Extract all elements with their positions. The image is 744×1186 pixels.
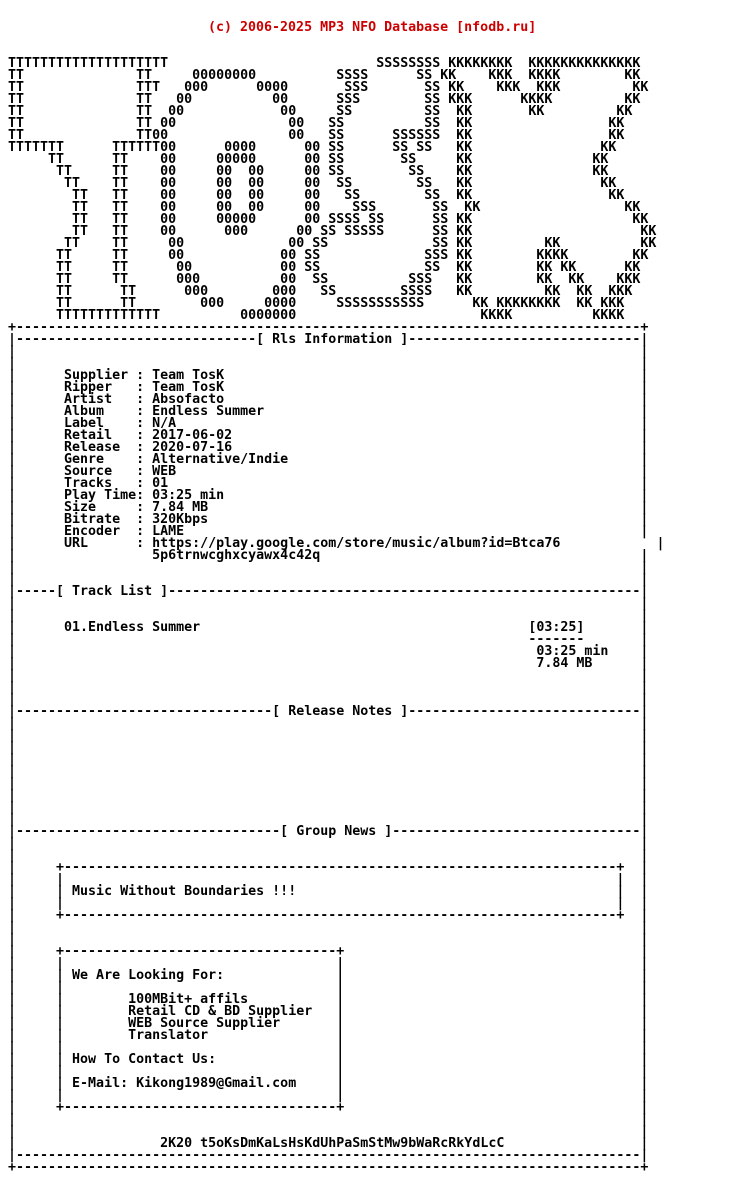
nfo-line: | | bbox=[8, 800, 649, 815]
nfo-line: | | bbox=[8, 344, 649, 359]
nfo-line: | | Music Without Boundaries !!! | | bbox=[8, 884, 649, 899]
nfo-line: TT TT 00 00 SS SS KK KK KK bbox=[8, 236, 657, 251]
nfo-line: | | bbox=[8, 776, 649, 791]
nfo-line: | | | | bbox=[8, 980, 649, 995]
nfo-line: | | | | bbox=[8, 956, 649, 971]
nfo-line: | | bbox=[8, 596, 649, 611]
nfo-line: | Release : 2020-07-16 | bbox=[8, 440, 649, 455]
nfo-line: | | bbox=[8, 812, 649, 827]
nfo-line: | Tracks : 01 | bbox=[8, 476, 649, 491]
nfo-line: | | bbox=[8, 788, 649, 803]
nfo-line: TT TT 00 00 00 00 SSS SS KK KK bbox=[8, 200, 641, 215]
nfo-line: | | bbox=[8, 848, 649, 863]
nfo-line: |------------------------------------------------------------------------------| bbox=[8, 1148, 649, 1163]
nfo-line: | | bbox=[8, 680, 649, 695]
nfo-line: |---------------------------------[ Group News ]-------------------------------| bbox=[8, 824, 649, 839]
nfo-viewer bbox=[8, 0, 664, 1186]
nfo-line: | | 100MBit+ affils | | bbox=[8, 992, 649, 1007]
nfo-line: TT TT 00 00 00 00 SS SS KK KK bbox=[8, 176, 617, 191]
nfo-line: | | bbox=[8, 764, 649, 779]
nfo-line: |------------------------------[ Rls Information ]-----------------------------| bbox=[8, 332, 649, 347]
nfo-line: | | bbox=[8, 932, 649, 947]
nfo-line: | Genre : Alternative/Indie | bbox=[8, 452, 649, 467]
nfo-line: | Play Time: 03:25 min | bbox=[8, 488, 649, 503]
nfo-line: | +---------------------------------------------------------------------+ | bbox=[8, 860, 649, 875]
nfo-line: +------------------------------------------------------------------------------+ bbox=[8, 320, 649, 335]
nfo-line: TTTTTTTTTTTTT 0000000 KKKK KKKK bbox=[8, 308, 625, 323]
nfo-line: | Size : 7.84 MB | bbox=[8, 500, 649, 515]
nfo-line: TT TT 00 00 SSS SS KKK KKKK KK bbox=[8, 92, 641, 107]
nfo-line: | 7.84 MB | bbox=[8, 656, 649, 671]
nfo-line: | | | | bbox=[8, 1088, 649, 1103]
nfo-line: | Label : N/A | bbox=[8, 416, 649, 431]
nfo-line: | | bbox=[8, 692, 649, 707]
nfo-line: | | bbox=[8, 608, 649, 623]
nfo-line: | 01.Endless Summer [03:25] | bbox=[8, 620, 649, 635]
nfo-line: |-----[ Track List ]-----------------------------------------------------------| bbox=[8, 584, 649, 599]
nfo-line: | | bbox=[8, 728, 649, 743]
nfo-line: | | bbox=[8, 668, 649, 683]
nfo-line: | | bbox=[8, 836, 649, 851]
nfo-line: | Ripper : Team TosK | bbox=[8, 380, 649, 395]
nfo-line: | | Translator | | bbox=[8, 1028, 649, 1043]
nfo-line: | 2K20 t5oKsDmKaLsHsKdUhPaSmStMw9bWaRcRkYdLcC | bbox=[8, 1136, 649, 1151]
nfo-line: |--------------------------------[ Release Notes ]-----------------------------| bbox=[8, 704, 649, 719]
nfo-line: TT TT 00 00 SS SS KK KK KK KK bbox=[8, 260, 641, 275]
nfo-line: TT TT 000 000 SS SSSS KK KK KK KKK bbox=[8, 284, 633, 299]
nfo-line: | | | | bbox=[8, 1040, 649, 1055]
nfo-line: | 03:25 min | bbox=[8, 644, 649, 659]
nfo-line: | | WEB Source Supplier | | bbox=[8, 1016, 649, 1031]
nfo-line: | +----------------------------------+ | bbox=[8, 944, 649, 959]
nfo-line: | | bbox=[8, 1124, 649, 1139]
nfo-line: TT TT 00 00 00 00 SS SS KK KK bbox=[8, 188, 625, 203]
nfo-line: TT TT 00 00 SS SSS KK KKKK KK bbox=[8, 248, 649, 263]
nfo-line: | Supplier : Team TosK | bbox=[8, 368, 649, 383]
nfo-line: TT TT00 00 SS SSSSSS KK KK bbox=[8, 128, 625, 143]
nfo-line: | Bitrate : 320Kbps | bbox=[8, 512, 649, 527]
nfo-line: | 5p6trnwcghxcyawx4c42q | bbox=[8, 548, 649, 563]
nfo-line: | | | | bbox=[8, 896, 649, 911]
nfo-line: | | | | bbox=[8, 1064, 649, 1079]
nfodb-copyright-header: (c) 2006-2025 MP3 NFO Database [nfodb.ru] bbox=[208, 20, 537, 35]
nfo-line: | | bbox=[8, 740, 649, 755]
nfo-line: | | We Are Looking For: | | bbox=[8, 968, 649, 983]
nfo-line: | +----------------------------------+ | bbox=[8, 1100, 649, 1115]
nfo-line: | | bbox=[8, 752, 649, 767]
nfo-line: | +---------------------------------------------------------------------+ | bbox=[8, 908, 649, 923]
nfo-line: | | | | bbox=[8, 872, 649, 887]
nfo-line: | | How To Contact Us: | | bbox=[8, 1052, 649, 1067]
nfo-line: | | E-Mail: Kikong1989@Gmail.com | | bbox=[8, 1076, 649, 1091]
nfo-line: | | bbox=[8, 560, 649, 575]
nfo-line: | ------- | bbox=[8, 632, 649, 647]
nfo-line: TT TTT 000 0000 SSS SS KK KKK KKK KK bbox=[8, 80, 649, 95]
nfo-line: +------------------------------------------------------------------------------+ bbox=[8, 1160, 649, 1175]
nfo-line: | | bbox=[8, 920, 649, 935]
nfo-line: TT TT 000 0000 SSSSSSSSSSS KK KKKKKKKK KK KKK bbox=[8, 296, 625, 311]
nfo-line: | Retail : 2017-06-02 | bbox=[8, 428, 649, 443]
nfo-line: TT TT 00 00 SS SS KK KK KK bbox=[8, 104, 633, 119]
nfo-line: TT TT 000 00 SS SSS KK KK KK KKK bbox=[8, 272, 641, 287]
nfo-line: | | bbox=[8, 1112, 649, 1127]
nfo-ascii-document bbox=[8, 58, 664, 1174]
nfo-line: | URL : https://play.google.com/store/music/album?id=Btca76 | bbox=[8, 536, 665, 551]
nfo-line: TT TT 00 00 00 00 SS SS KK KK bbox=[8, 164, 609, 179]
nfo-line: TT TT 00 00 SS SS KK KK bbox=[8, 116, 625, 131]
nfo-line: | Album : Endless Summer | bbox=[8, 404, 649, 419]
nfo-line: | | bbox=[8, 716, 649, 731]
nfo-line: | Artist : Absofacto | bbox=[8, 392, 649, 407]
nfo-line: TT TT 00 00000 00 SSSS SS SS KK KK bbox=[8, 212, 649, 227]
nfo-line: | | bbox=[8, 356, 649, 371]
nfo-line: | Source : WEB | bbox=[8, 464, 649, 479]
nfo-line: TTTTTTT TTTTTT00 0000 00 SS SS SS KK KK bbox=[8, 140, 617, 155]
nfo-line: TT TT 00 00000 00 SS SS KK KK bbox=[8, 152, 609, 167]
nfo-line: | Encoder : LAME | bbox=[8, 524, 649, 539]
nfo-line: | | bbox=[8, 572, 649, 587]
nfo-line: | | Retail CD & BD Supplier | | bbox=[8, 1004, 649, 1019]
nfo-line: TTTTTTTTTTTTTTTTTTTT SSSSSSSS KKKKKKKK KKKKKKKKKKKKKK bbox=[8, 56, 641, 71]
nfo-line: TT TT 00 000 00 SS SSSSS SS KK KK bbox=[8, 224, 657, 239]
nfo-line: TT TT 00000000 SSSS SS KK KKK KKKK KK bbox=[8, 68, 641, 83]
